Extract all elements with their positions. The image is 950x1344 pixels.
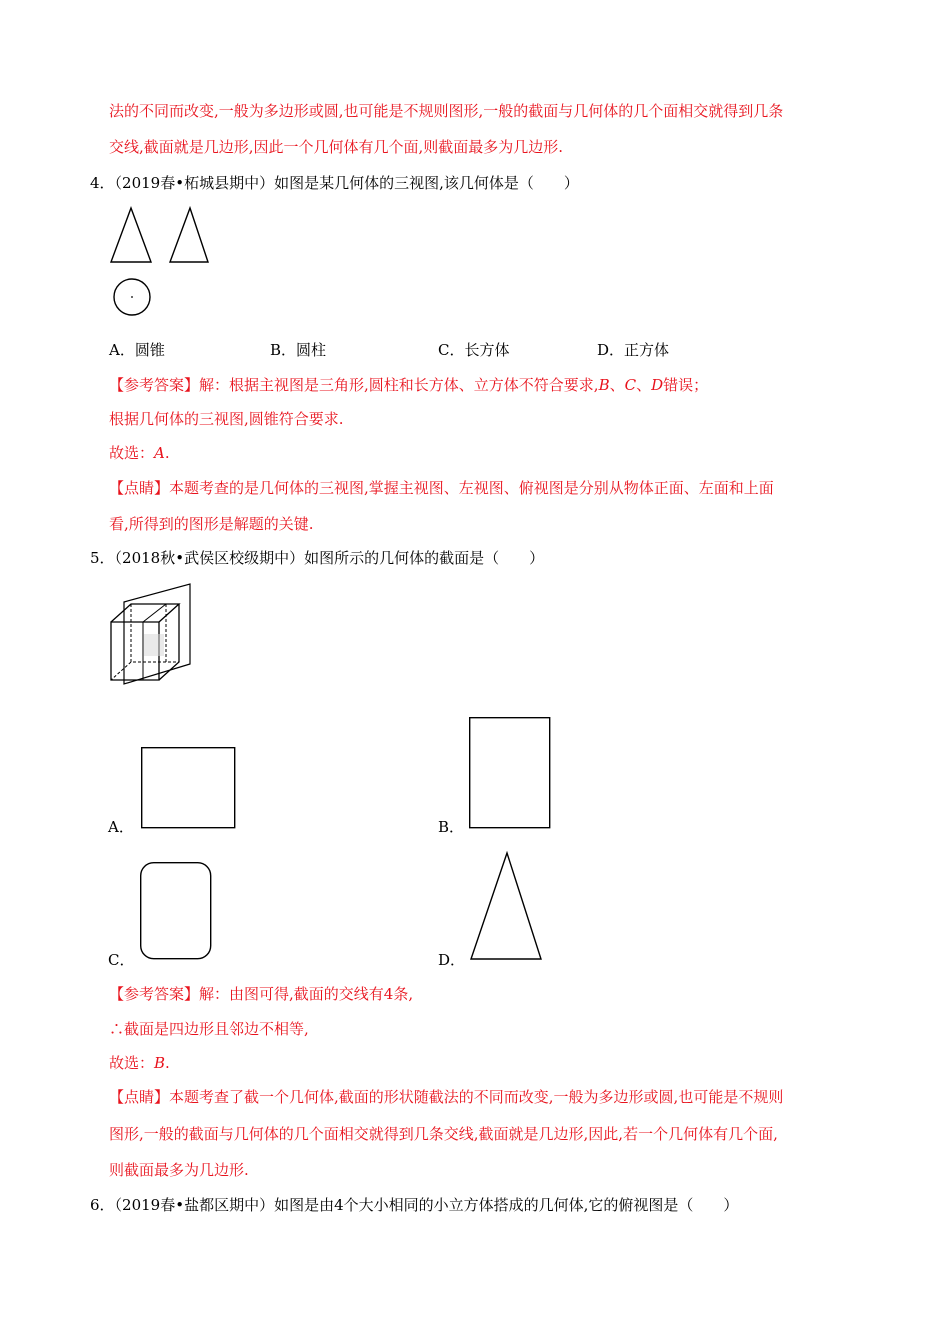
q5-option-b-rectangle[interactable] [469,717,551,829]
q6-stem [90,1195,738,1215]
q4-option-d[interactable]: D．正方体 [597,341,670,359]
front-view-triangle [111,208,151,262]
q5-option-c[interactable]: C． [108,951,135,969]
q5-option-a[interactable]: A． [108,818,134,836]
q4-stem [90,173,579,193]
answer-tag: 【参考答案】 [109,985,200,1003]
q5-comment-line-3: 则截面最多为几边形. [109,1161,249,1179]
q4-option-b-text: 圆柱 [296,341,327,359]
q4-comment-line-1: 【点睛】本题考查的是几何体的三视图,掌握主视图、左视图、俯视图是分别从物体正面、左面和上面 [109,479,774,497]
q4-number: 4． [90,174,115,192]
q4-option-c-text: 长方体 [464,341,510,359]
comment-tag: 【点睛】 [109,1088,170,1106]
q5-option-a-square[interactable] [141,747,236,829]
q5-choice: 故选：B. [109,1054,170,1072]
q4-answer-line-2: 根据几何体的三视图,圆锥符合要求. [109,410,344,428]
q4-answer-line-1: 【参考答案】解：根据主视图是三角形,圆柱和长方体、立方体不符合要求,B、C、D错误； [109,376,709,394]
q4-comment-line-2: 看,所得到的图形是解题的关键. [109,515,314,533]
q5-number: 5． [90,549,115,567]
q3-explanation-line-2: 交线,截面就是几边形,因此一个几何体有几个面,则截面最多为几边形. [109,138,564,156]
q5-cube-section-figure [108,582,198,686]
q4-option-a[interactable]: A．圆锥 [109,341,165,359]
q5-option-d-triangle[interactable] [469,851,543,961]
q5-answer-line-1: 【参考答案】解：由图可得,截面的交线有4条, [109,985,414,1003]
q5-text: （2018秋•武侯区校级期中）如图所示的几何体的截面是（ ） [114,549,545,567]
side-view-triangle [170,208,208,262]
q6-number: 6． [90,1196,115,1214]
q4-option-b[interactable]: B．圆柱 [270,341,327,359]
q5-comment-line-2: 图形,一般的截面与几何体的几个面相交就得到几条交线,截面就是几边形,因此,若一个几何体有几个面, [109,1125,778,1143]
q4-choice-letter: A [154,444,165,462]
q6-text: （2019春•盐都区期中）如图是由4个大小相同的小立方体搭成的几何体,它的俯视图是（ ） [114,1196,739,1214]
q4-three-views-figure [108,206,213,318]
q4-option-d-text: 正方体 [624,341,670,359]
q4-choice: 故选：A. [109,444,170,462]
top-view-center-dot [131,296,133,298]
q4-option-a-text: 圆锥 [134,341,165,359]
q4-option-c[interactable]: C．长方体 [438,341,510,359]
q3-explanation-line-1: 法的不同而改变,一般为多边形或圆,也可能是不规则图形,一般的截面与几何体的几个面相交就得到几条 [109,102,784,120]
comment-tag: 【点睛】 [109,479,170,497]
q4-text: （2019春•柘城县期中）如图是某几何体的三视图,该几何体是（ ） [114,174,579,192]
q5-option-c-rounded-rectangle[interactable] [140,862,212,960]
q5-comment-line-1: 【点睛】本题考查了截一个几何体,截面的形状随截法的不同而改变,一般为多边形或圆,也可能是不规则 [109,1088,784,1106]
q5-stem [90,548,544,568]
answer-tag: 【参考答案】 [109,376,200,394]
q5-answer-line-2: ∴截面是四边形且邻边不相等, [109,1020,309,1038]
q5-option-d[interactable]: D． [438,951,466,969]
q5-choice-letter: B [154,1054,166,1072]
q5-option-b[interactable]: B． [438,818,465,836]
